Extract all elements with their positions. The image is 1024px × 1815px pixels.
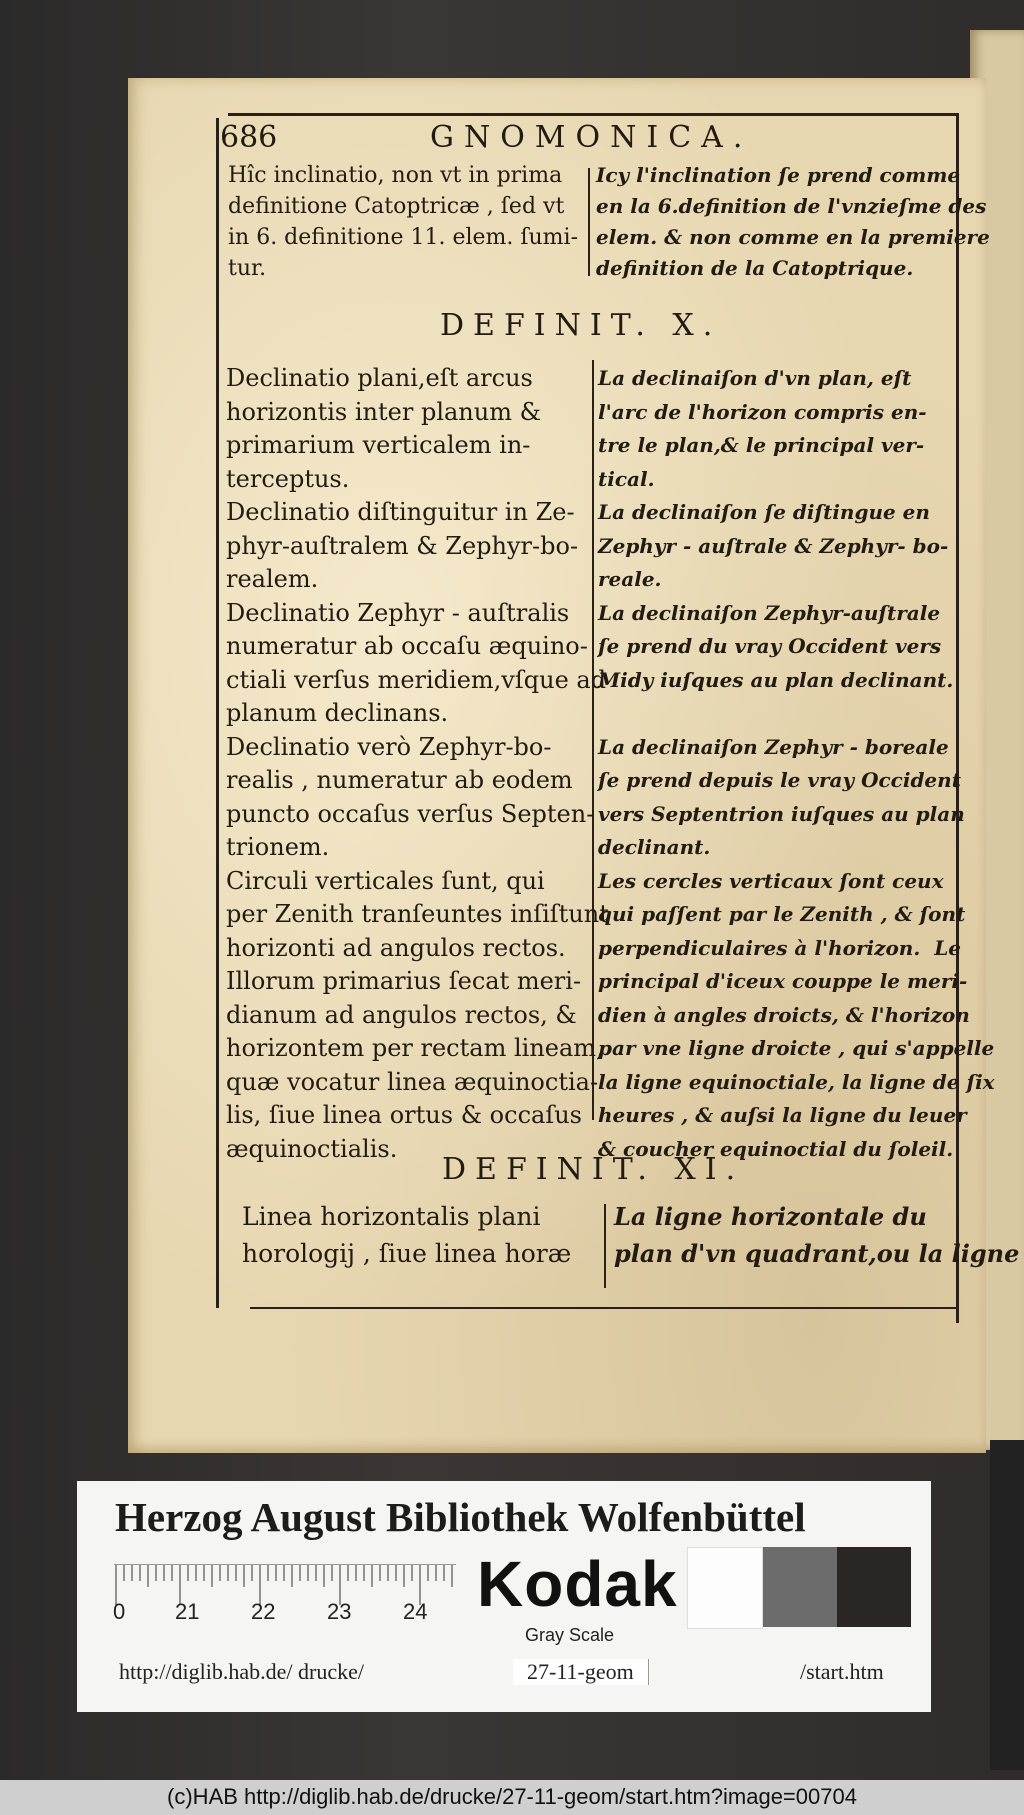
text-line: La ligne horizontale du	[614, 1202, 927, 1231]
text-line: ctiali verſus meridiem,vſque ad	[226, 665, 607, 694]
left-border	[216, 118, 219, 1308]
text-line: tical.	[598, 466, 655, 491]
french-paragraph	[614, 1198, 1019, 1272]
url-right: /start.htm	[800, 1659, 884, 1684]
text-line: perpendiculaires à l'horizon. Le	[598, 935, 962, 960]
text-line: ſe prend depuis le vray Occident	[598, 768, 961, 792]
text-line: terceptus.	[226, 464, 350, 493]
text-line: numeratur ab occaſu æquino-	[226, 632, 588, 660]
text-line: Declinatio diſtinguitur in Ze-	[226, 498, 575, 526]
text-line: plan d'vn quadrant,ou la ligne	[614, 1239, 1020, 1268]
text-line: heures , & auſsi la ligne du leuer	[598, 1103, 967, 1127]
text-line: in 6. definitione 11. elem. ſumi-	[228, 225, 579, 250]
column-divider	[588, 168, 590, 276]
text-line: La declinaiſon ſe diſtingue en	[598, 500, 930, 524]
library-name: Herzog August Bibliothek Wolfenbüttel	[115, 1494, 806, 1540]
text-line: horizontem per rectam lineam,	[226, 1034, 604, 1062]
definition-heading: DEFINIT. XI.	[442, 1152, 745, 1187]
french-column	[598, 362, 995, 1166]
text-line: lis, ſiue linea ortus & occaſus	[226, 1101, 582, 1129]
text-line: puncto occaſus verſus Septen-	[226, 799, 595, 828]
latin-paragraph	[242, 1198, 571, 1272]
running-head: GNOMONICA.	[430, 120, 753, 155]
text-line: par vne ligne droicte , qui s'appelle	[598, 1036, 995, 1060]
text-line: realem.	[226, 565, 319, 593]
copyright-text: (c)HAB http://diglib.hab.de/drucke/27-11-geom/start.htm?image=00704	[167, 1784, 857, 1809]
text-line: per Zenith tranſeuntes inſiſtunt	[226, 900, 609, 928]
text-line: horologij , ſiue linea horæ	[242, 1239, 572, 1268]
text-line: qui paſſent par le Zenith , & ſont	[598, 902, 966, 926]
text-line: Les cercles verticaux ſont ceux	[598, 868, 944, 893]
copyright-footer	[0, 1780, 1024, 1815]
text-line: declinant.	[598, 835, 711, 859]
text-line: La declinaiſon Zephyr - boreale	[598, 734, 949, 759]
text-line: Declinatio verò Zephyr-bo-	[226, 732, 552, 761]
text-line: reale.	[598, 567, 662, 591]
text-line: principal d'iceux couppe le meri-	[598, 969, 968, 993]
text-line: Linea horizontalis plani	[242, 1202, 541, 1231]
text-line: dien à angles droicts, & l'horizon	[598, 1002, 970, 1027]
ruler-label: 24	[403, 1599, 428, 1624]
gray-swatch-white	[687, 1547, 763, 1629]
ruler-label: 23	[327, 1599, 352, 1624]
gray-scale-label: Gray Scale	[525, 1625, 615, 1645]
scan-edge	[990, 1440, 1024, 1770]
text-line: Zephyr - auſtrale & Zephyr- bo-	[598, 533, 949, 558]
text-line: horizontis inter planum &	[226, 397, 541, 426]
text-line: primarium verticalem in-	[226, 431, 531, 459]
text-line: trionem.	[226, 833, 330, 861]
gray-swatch-dark	[837, 1547, 911, 1627]
column-divider	[604, 1204, 606, 1288]
text-line: definitione Catoptricæ , ſed vt	[228, 194, 565, 219]
text-line: realis , numeratur ab eodem	[226, 766, 573, 794]
latin-column	[226, 362, 609, 1166]
text-line: Hîc inclinatio, non vt in prima	[228, 163, 563, 188]
latin-paragraph	[228, 160, 578, 284]
kodak-logo: Kodak	[477, 1548, 678, 1620]
ruler-label: 0	[113, 1599, 126, 1624]
text-line: æquinoctialis.	[226, 1134, 398, 1163]
text-line: tre le plan,& le principal ver-	[598, 433, 925, 457]
text-line: quæ vocatur linea æquinoctia-	[226, 1067, 599, 1096]
text-line: horizonti ad angulos rectos.	[226, 933, 566, 962]
text-line: definition de la Catoptrique.	[596, 256, 914, 280]
text-line: ſe prend du vray Occident vers	[598, 634, 942, 658]
text-line: Declinatio Zephyr - auſtralis	[226, 598, 570, 627]
text-line: l'arc de l'horizon compris en-	[598, 399, 927, 424]
bottom-rule	[250, 1307, 958, 1309]
text-line: La declinaiſon Zephyr-auſtrale	[598, 600, 941, 625]
url-mid: 27-11-geom	[513, 1659, 649, 1685]
page-number: 686	[220, 120, 278, 155]
text-line: tur.	[228, 256, 267, 281]
ruler-label: 21	[175, 1599, 200, 1624]
text-line	[598, 697, 995, 731]
text-line: & coucher equinoctial du ſoleil.	[598, 1136, 954, 1161]
text-line: phyr-auſtralem & Zephyr-bo-	[226, 531, 579, 560]
text-line: Icy l'inclination ſe prend comme	[596, 163, 961, 187]
text-line: La declinaiſon d'vn plan, eſt	[598, 366, 912, 390]
gray-swatch-mid	[763, 1547, 837, 1627]
text-line: Illorum primarius ſecat meri-	[226, 967, 582, 995]
text-line: Declinatio plani,eſt arcus	[226, 364, 533, 392]
text-line: la ligne equinoctiale, la ligne de ſix	[598, 1069, 995, 1094]
definition-heading: DEFINIT. X.	[440, 308, 722, 343]
archive-label-card	[77, 1481, 931, 1712]
text-line: Midy iuſques au plan declinant.	[598, 667, 954, 692]
ruler-label: 22	[251, 1599, 276, 1624]
text-line: dianum ad angulos rectos, &	[226, 1000, 577, 1029]
text-line: en la 6.definition de l'vnzieſme des	[596, 194, 987, 218]
text-line: planum declinans.	[226, 699, 449, 727]
text-line: vers Septentrion iuſques au plan	[598, 801, 965, 826]
url-left: http://diglib.hab.de/ drucke/	[119, 1659, 365, 1684]
top-rule	[228, 113, 956, 116]
text-line: Circuli verticales ſunt, qui	[226, 866, 545, 895]
text-line: elem. & non comme en la premiere	[596, 225, 990, 249]
french-paragraph	[596, 160, 990, 284]
